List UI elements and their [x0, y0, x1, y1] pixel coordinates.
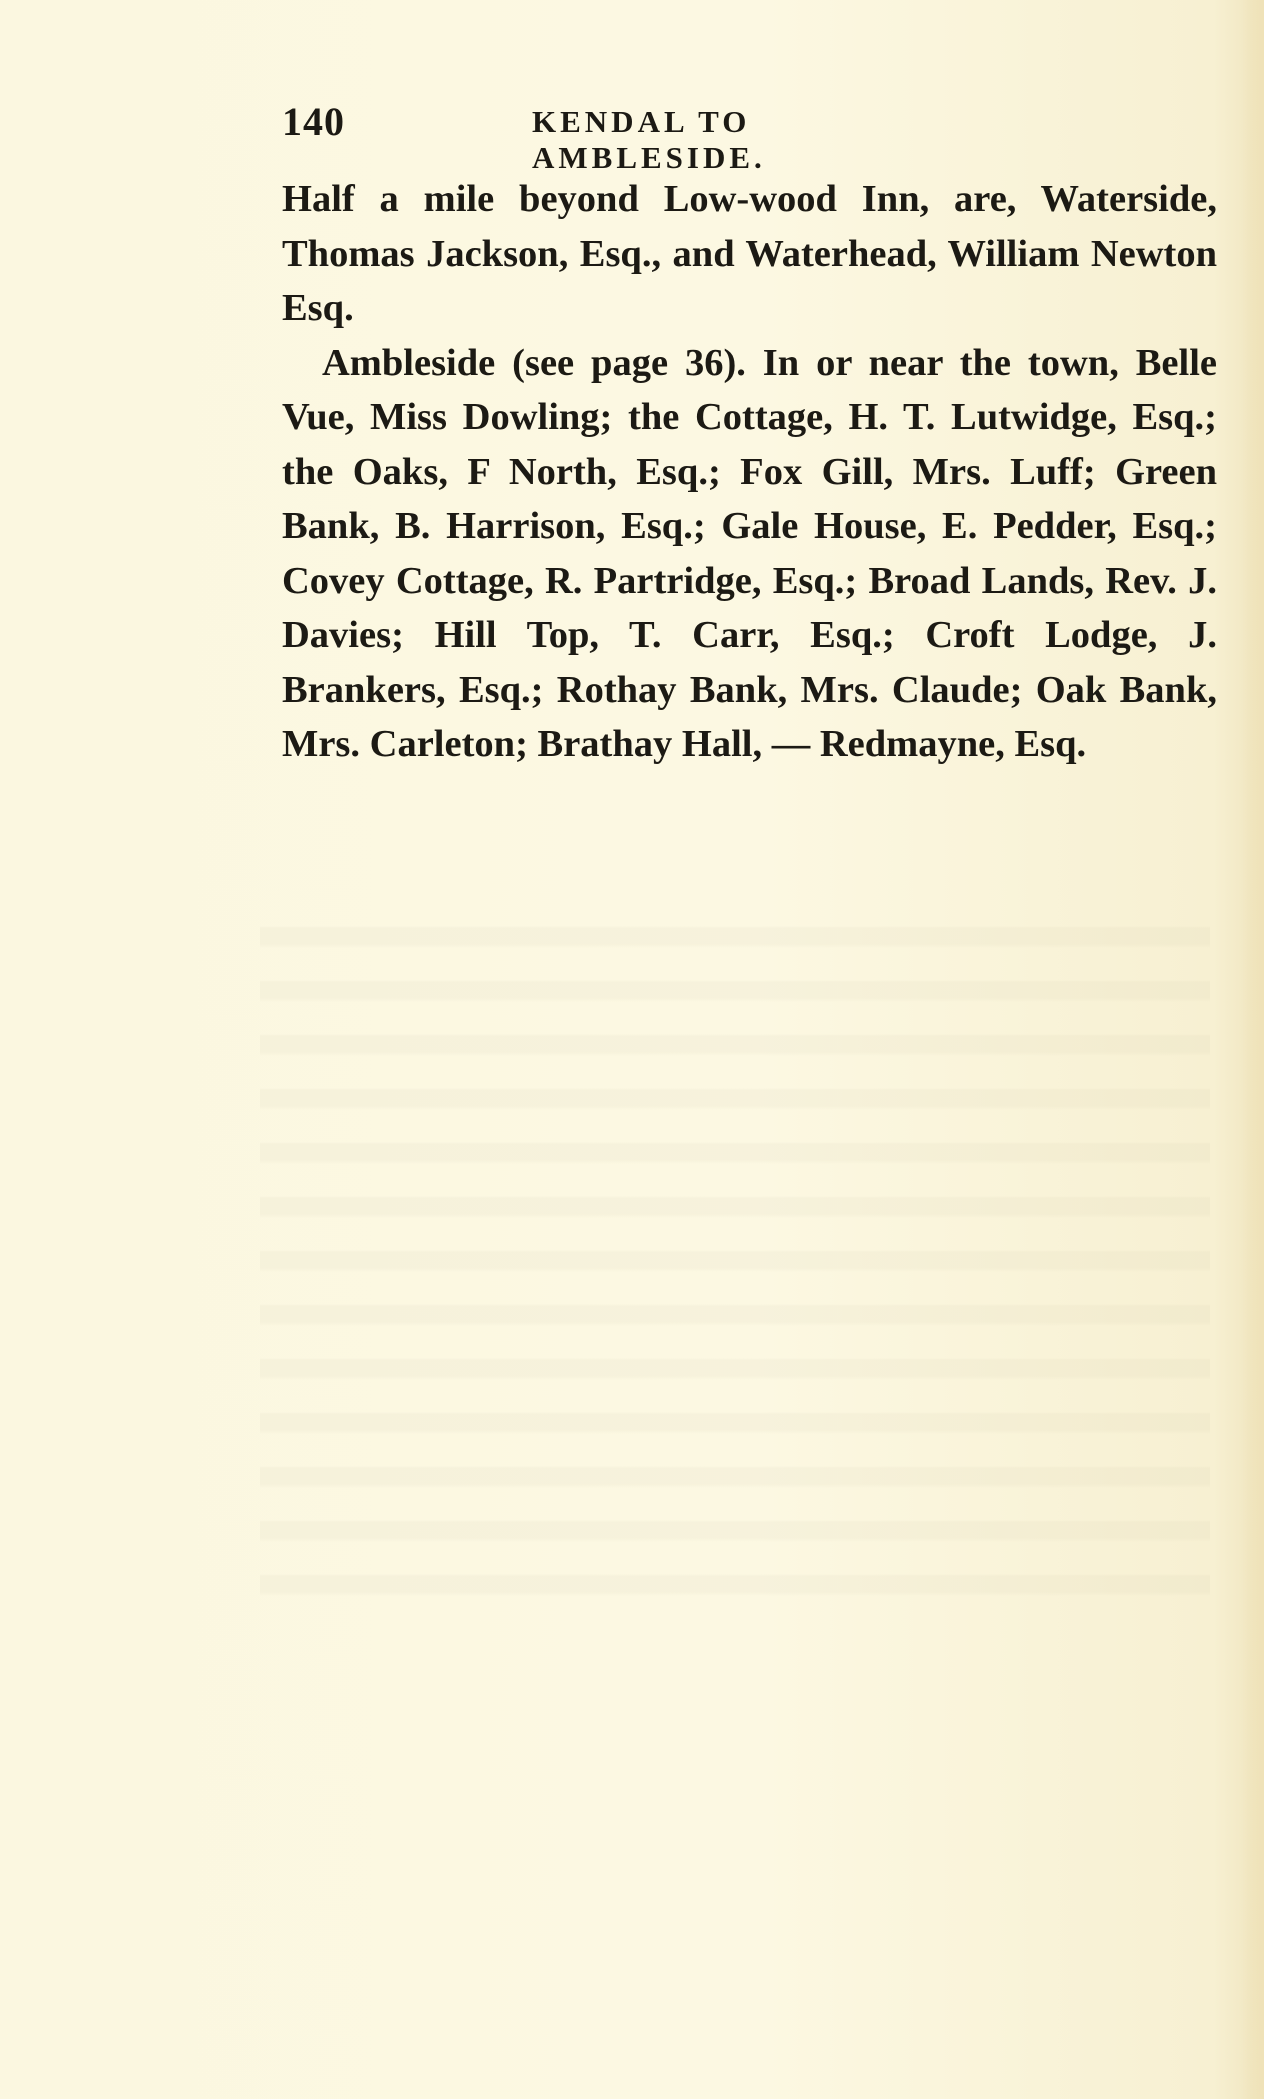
page-edge-shadow: [1242, 0, 1264, 2099]
body-text: [282, 172, 1217, 772]
paragraph-ambleside: Ambleside (see page 36). In or near the town, Belle Vue, Miss Dowling; the Cottage, H. T. Lutwidge, Esq.; the Oaks, F North, Esq.; Fox Gill, Mrs. Luff; Green Bank, B. Harrison, Esq.; Gale House, E. Pedder, Esq.; Covey Cottage, R. Partridge, Esq.; Broad Lands, Rev. J. Davies; Hill Top, T. Carr, Esq.; Croft Lodge, J. Brankers, Esq.; Rothay Bank, Mrs. Claude; Oak Bank, Mrs. Carleton; Brathay Hall, — Redmayne, Esq.: [282, 341, 1217, 765]
paragraph-waterside: Half a mile beyond Low-wood Inn, are, Waterside, Thomas Jackson, Esq., and Waterhead, William Newton Esq.: [282, 178, 1217, 329]
page-number: 140: [282, 99, 345, 144]
page-header: [282, 98, 982, 175]
show-through-text: [260, 900, 1210, 1620]
running-head: KENDAL TO AMBLESIDE.: [532, 104, 766, 175]
